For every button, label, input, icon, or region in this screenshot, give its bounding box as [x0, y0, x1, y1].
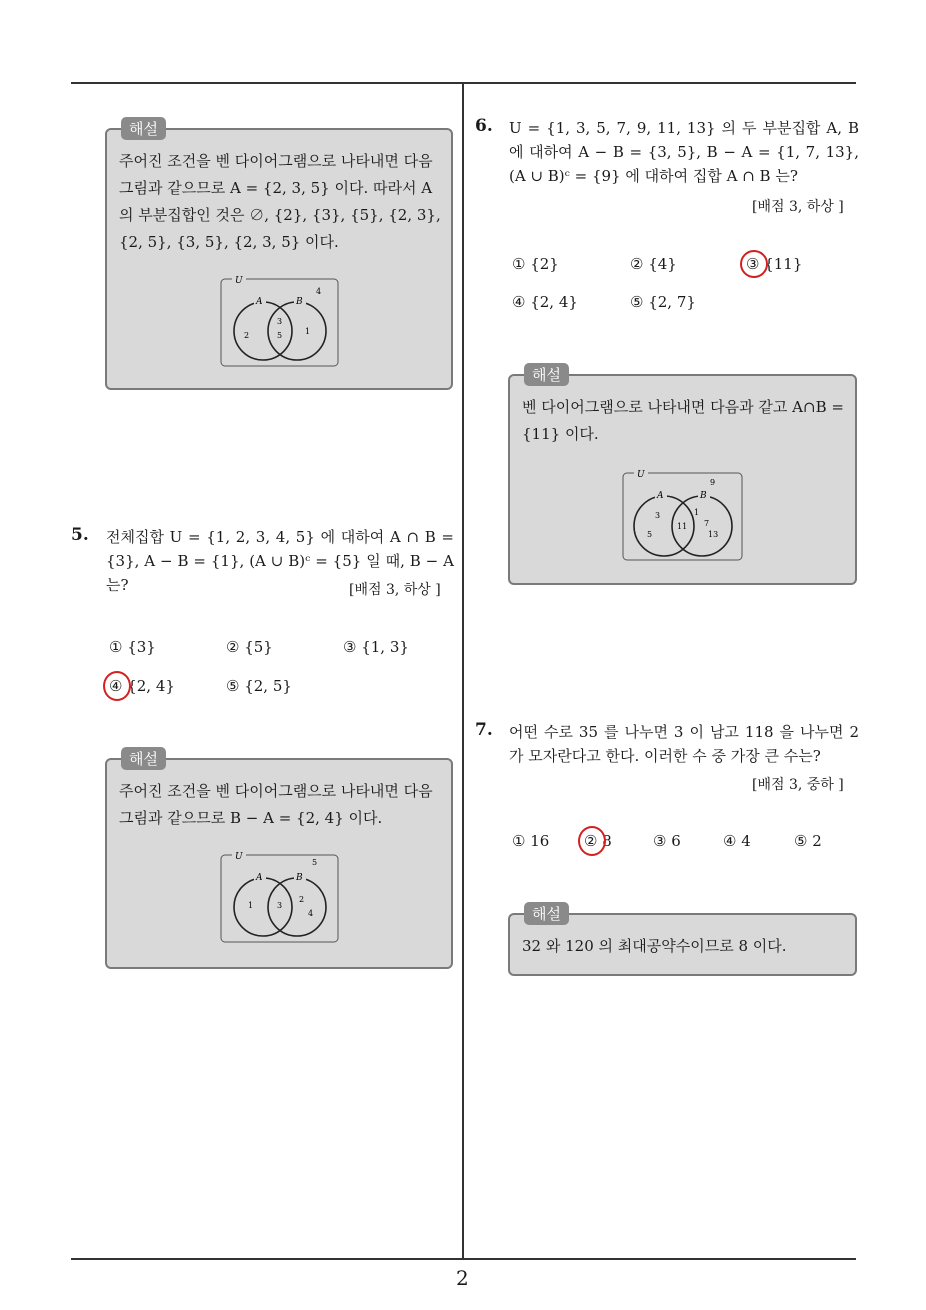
choice-3[interactable]: ③ {1, 3} [343, 638, 409, 656]
solution-box-q7 [508, 905, 857, 976]
choice-4[interactable]: ④ {2, 4} [512, 293, 578, 311]
choice-3[interactable]: ③ 6 [653, 832, 681, 850]
label-b: B [296, 297, 303, 307]
solution-text: 벤 다이어그램으로 나타내면 다음과 같고 A∩B = {11} 이다. [522, 398, 844, 443]
choice-1[interactable]: ① {2} [512, 255, 559, 273]
value-intersection: 5 [277, 331, 283, 340]
answer-mark [103, 671, 131, 701]
column-divider [462, 83, 464, 1258]
solution-box-q5 [105, 750, 453, 969]
choice-1[interactable]: ① 16 [512, 832, 550, 850]
score-label: [배점 3, 하상 ] [349, 582, 441, 598]
solution-tag: 해설 [524, 902, 569, 925]
value-intersection: 3 [277, 317, 283, 326]
venn-diagram [220, 852, 340, 944]
solution-text: 주어진 조건을 벤 다이어그램으로 나타내면 다음 그림과 같으므로 A = {2, 3, 5} 이다. 따라서 A 의 부분집합인 것은 ∅, {2}, {3}, {5}, {2, 3}, {2, 5}, {3, 5}, {2, 3, 5} 이다. [119, 152, 441, 251]
value-outside: 9 [710, 478, 716, 487]
question-number: 7. [475, 720, 493, 740]
question-number: 5. [71, 525, 89, 545]
solution-box-q6 [508, 366, 857, 585]
choice-2[interactable]: ② {4} [630, 255, 677, 273]
value-b-only: 13 [708, 530, 719, 539]
set-a-circle [234, 302, 292, 360]
venn-diagram [622, 470, 744, 562]
question-text: U = {1, 3, 5, 7, 9, 11, 13} 의 두 부분집합 A, B 에 대하여 A − B = {3, 5}, B − A = {1, 7, 13}, (A ∪ B)ᶜ = {9} 에 대하여 집합 A ∩ B 는? [509, 119, 859, 185]
answer-mark [578, 826, 606, 856]
venn-diagram [220, 276, 340, 368]
question-text: 전체집합 U = {1, 2, 3, 4, 5} 에 대하여 A ∩ B = {3}, A − B = {1}, (A ∪ B)ᶜ = {5} 일 때, B − A 는? [106, 528, 454, 594]
score-label: [배점 3, 하상 ] [752, 199, 844, 215]
choice-3[interactable]: ③ {11} [746, 255, 803, 273]
solution-tag: 해설 [121, 117, 166, 140]
choice-2[interactable]: ② 8 [584, 832, 612, 850]
label-b: B [700, 491, 707, 501]
value-a-only: 5 [647, 530, 653, 539]
value-outside: 4 [316, 287, 322, 296]
choice-4[interactable]: ④ 4 [723, 832, 751, 850]
value-b-only: 1 [694, 508, 700, 517]
page-number: 2 [456, 1266, 469, 1290]
value-b-only: 1 [305, 327, 311, 336]
bottom-rule [71, 1258, 856, 1260]
value-intersection: 3 [277, 901, 283, 910]
label-a: A [256, 297, 263, 307]
choice-5[interactable]: ⑤ {2, 5} [226, 677, 292, 695]
label-u: U [235, 852, 243, 862]
value-intersection: 11 [677, 522, 688, 531]
choice-1[interactable]: ① {3} [109, 638, 156, 656]
value-outside: 5 [312, 858, 318, 867]
label-b: B [296, 873, 303, 883]
value-a-only: 1 [248, 901, 254, 910]
label-a: A [256, 873, 263, 883]
set-a-circle [234, 878, 292, 936]
solution-text: 32 와 120 의 최대공약수이므로 8 이다. [522, 937, 787, 955]
value-b-only: 4 [308, 909, 314, 918]
universal-set-frame [221, 855, 338, 942]
solution-text: 주어진 조건을 벤 다이어그램으로 나타내면 다음 그림과 같으므로 B − A = {2, 4} 이다. [119, 782, 433, 827]
question-text: 어떤 수로 35 를 나누면 3 이 남고 118 을 나누면 2 가 모자란다고 한다. 이러한 수 중 가장 큰 수는? [509, 723, 859, 765]
question-number: 6. [475, 116, 493, 136]
value-b-only: 2 [299, 895, 305, 904]
solution-tag: 해설 [121, 747, 166, 770]
answer-mark [740, 250, 768, 278]
label-u: U [235, 276, 243, 286]
solution-box-q4 [105, 120, 453, 390]
top-rule [71, 82, 856, 84]
score-label: [배점 3, 중하 ] [752, 777, 844, 793]
value-a-only: 2 [244, 331, 250, 340]
choice-5[interactable]: ⑤ 2 [794, 832, 822, 850]
label-a: A [657, 491, 664, 501]
label-u: U [637, 470, 645, 480]
choice-4[interactable]: ④ {2, 4} [109, 677, 175, 695]
solution-tag: 해설 [524, 363, 569, 386]
choice-5[interactable]: ⑤ {2, 7} [630, 293, 696, 311]
choice-2[interactable]: ② {5} [226, 638, 273, 656]
value-a-only: 3 [655, 511, 661, 520]
value-b-only: 7 [704, 519, 710, 528]
